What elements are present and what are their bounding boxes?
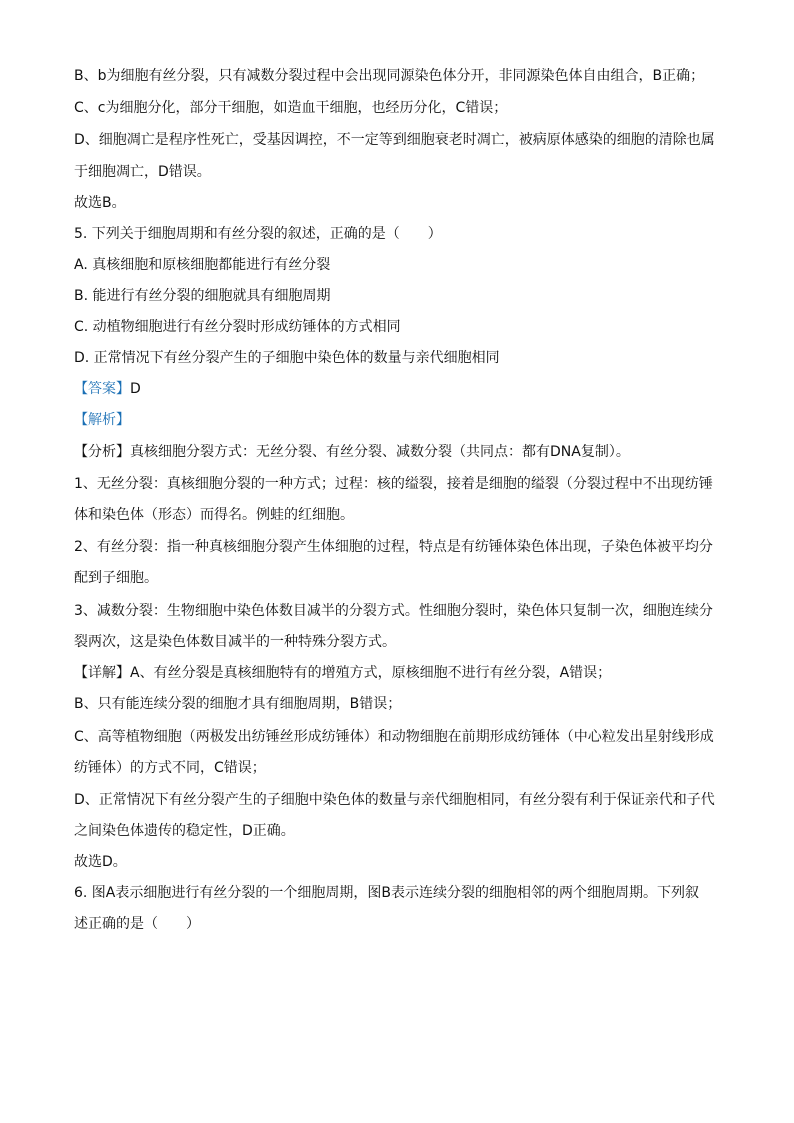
option-d: D. 正常情况下有丝分裂产生的子细胞中染色体的数量与亲代细胞相同 xyxy=(74,350,500,366)
analysis-label: 【解析】 xyxy=(74,412,130,428)
text-line: D、细胞凋亡是程序性死亡，受基因调控，不一定等到细胞衰老时凋亡，被病原体感染的细胞的清除也属 xyxy=(74,132,715,148)
conclusion-line: 故选D。 xyxy=(74,854,127,870)
option-b: B. 能进行有丝分裂的细胞就具有细胞周期 xyxy=(74,288,331,304)
question-6-stem: 6. 图A表示细胞进行有丝分裂的一个细胞周期，图B表示连续分裂的细胞相邻的两个细胞周期。下列叙 xyxy=(74,885,699,901)
answer-label: 【答案】 xyxy=(74,381,130,397)
analysis-line: 配到子细胞。 xyxy=(74,570,158,586)
question-5-stem: 5. 下列关于细胞周期和有丝分裂的叙述，正确的是（ ） xyxy=(74,226,442,242)
answer-value: D xyxy=(130,381,141,397)
analysis-line: 3、减数分裂：生物细胞中染色体数目减半的分裂方式。性细胞分裂时，染色体只复制一次，细胞连续分 xyxy=(74,603,713,619)
text-line: 故选B。 xyxy=(74,195,126,211)
option-c: C. 动植物细胞进行有丝分裂时形成纺锤体的方式相同 xyxy=(74,319,401,335)
detail-line: C、高等植物细胞（两极发出纺锤丝形成纺锤体）和动物细胞在前期形成纺锤体（中心粒发出星射线形成 xyxy=(74,729,714,745)
detail-line: 纺锤体）的方式不同，C错误； xyxy=(74,760,266,776)
answer-line xyxy=(74,379,724,399)
option-a: A. 真核细胞和原核细胞都能进行有丝分裂 xyxy=(74,257,331,273)
analysis-line: 裂两次，这是染色体数目减半的一种特殊分裂方式。 xyxy=(74,634,396,650)
detail-line: D、正常情况下有丝分裂产生的子细胞中染色体的数量与亲代细胞相同，有丝分裂有利于保证亲代和子代 xyxy=(74,792,715,808)
analysis-line: 2、有丝分裂：指一种真核细胞分裂产生体细胞的过程，特点是有纺锤体染色体出现，子染色体被平均分 xyxy=(74,539,713,555)
text-line: C、c为细胞分化，部分干细胞，如造血干细胞，也经历分化，C错误； xyxy=(74,100,508,116)
analysis-heading xyxy=(74,410,724,430)
analysis-line: 1、无丝分裂：真核细胞分裂的一种方式；过程：核的缢裂，接着是细胞的缢裂（分裂过程中不出现纺锤 xyxy=(74,476,713,492)
detail-line: 之间染色体遗传的稳定性，D正确。 xyxy=(74,823,295,839)
question-6-stem-continued: 述正确的是（ ） xyxy=(74,916,200,932)
text-line: 于细胞凋亡，D错误。 xyxy=(74,164,211,180)
detail-line: 【详解】A、有丝分裂是真核细胞特有的增殖方式，原核细胞不进行有丝分裂，A错误； xyxy=(74,665,612,681)
analysis-line: 【分析】真核细胞分裂方式：无丝分裂、有丝分裂、减数分裂（共同点：都有DNA复制）。 xyxy=(74,444,630,460)
detail-line: B、只有能连续分裂的细胞才具有细胞周期，B错误； xyxy=(74,696,402,712)
analysis-line: 体和染色体（形态）而得名。例蛙的红细胞。 xyxy=(74,507,354,523)
text-line: B、b为细胞有丝分裂，只有减数分裂过程中会出现同源染色体分开，非同源染色体自由组合，B正确； xyxy=(74,68,705,84)
